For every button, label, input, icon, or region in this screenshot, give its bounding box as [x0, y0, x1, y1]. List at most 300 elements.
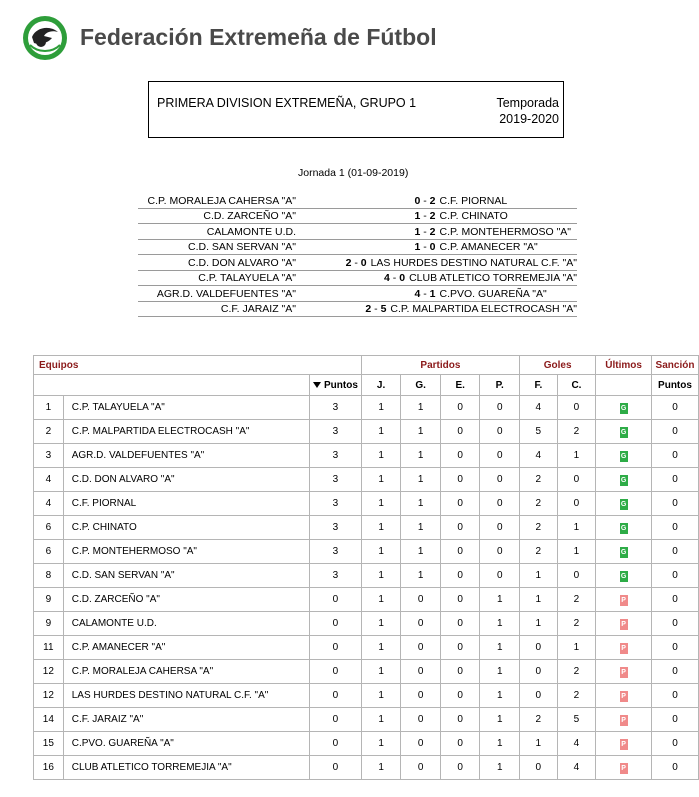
c-cell: 2 — [557, 588, 596, 612]
p-cell: 0 — [480, 420, 520, 444]
standings-row — [34, 468, 699, 492]
match-row[interactable] — [138, 255, 577, 271]
pts-cell: 0 — [310, 636, 362, 660]
e-cell: 0 — [440, 612, 480, 636]
ultimos-header-blank — [596, 375, 652, 396]
match-center — [298, 287, 577, 301]
c-cell: 1 — [557, 636, 596, 660]
p-cell: 0 — [480, 540, 520, 564]
match-home-team[interactable]: CALAMONTE U.D. — [206, 225, 296, 238]
sancion-cell: 0 — [652, 756, 699, 780]
j-header: J. — [361, 375, 401, 396]
c-cell: 0 — [557, 396, 596, 420]
j-cell: 1 — [361, 516, 401, 540]
c-cell: 2 — [557, 420, 596, 444]
e-header: E. — [440, 375, 480, 396]
away-goals: 5 — [380, 303, 387, 315]
puntos-header-label: Puntos — [324, 379, 358, 391]
position-cell: 6 — [34, 540, 64, 564]
f-cell: 1 — [520, 564, 558, 588]
last-results-cell — [596, 732, 652, 756]
f-cell: 1 — [520, 732, 558, 756]
match-row[interactable] — [138, 193, 577, 209]
pts-cell: 0 — [310, 756, 362, 780]
last-results-cell — [596, 684, 652, 708]
match-row[interactable] — [138, 271, 577, 287]
away-goals: 0 — [360, 256, 367, 269]
team-name-cell[interactable]: C.D. DON ALVARO "A" — [63, 468, 309, 492]
home-goals: 2 — [365, 303, 372, 315]
season-value: 2019-2020 — [499, 112, 559, 126]
j-cell: 1 — [361, 660, 401, 684]
p-cell: 1 — [480, 636, 520, 660]
c-cell: 2 — [557, 612, 596, 636]
p-cell: 0 — [480, 492, 520, 516]
pts-cell: 3 — [310, 420, 362, 444]
g-cell: 0 — [401, 684, 441, 708]
score-dash: - — [420, 210, 430, 222]
f-cell: 2 — [520, 468, 558, 492]
equipos-group-header: Equipos — [34, 356, 362, 375]
last-results-cell — [596, 516, 652, 540]
f-cell: 1 — [520, 612, 558, 636]
j-cell: 1 — [361, 588, 401, 612]
result-loss-badge[interactable]: P — [621, 668, 626, 676]
sancion-cell: 0 — [652, 564, 699, 588]
c-cell: 0 — [557, 492, 596, 516]
position-cell: 15 — [34, 732, 64, 756]
e-cell: 0 — [440, 756, 480, 780]
match-score[interactable] — [298, 209, 440, 223]
g-cell: 1 — [401, 444, 441, 468]
c-cell: 1 — [557, 516, 596, 540]
position-cell: 4 — [34, 468, 64, 492]
sancion-cell: 0 — [652, 660, 699, 684]
away-goals: 1 — [429, 287, 436, 300]
p-cell: 1 — [480, 708, 520, 732]
federation-logo[interactable] — [22, 15, 68, 61]
match-score[interactable] — [298, 225, 440, 239]
sancion-cell: 0 — [652, 492, 699, 516]
home-goals: 0 — [414, 194, 421, 207]
f-cell: 2 — [520, 540, 558, 564]
g-cell: 0 — [401, 708, 441, 732]
match-center — [298, 271, 577, 285]
f-header: F. — [520, 375, 558, 396]
position-cell: 1 — [34, 396, 64, 420]
home-goals: 1 — [414, 225, 421, 238]
position-cell: 12 — [34, 684, 64, 708]
f-cell: 2 — [520, 492, 558, 516]
away-goals: 2 — [429, 194, 436, 207]
pts-cell: 3 — [310, 444, 362, 468]
standings-row — [34, 540, 699, 564]
sort-puntos-header[interactable] — [310, 375, 362, 396]
match-home-team[interactable]: C.P. TALAYUELA "A" — [198, 272, 296, 284]
last-results-cell — [596, 636, 652, 660]
match-home-team[interactable]: C.D. DON ALVARO "A" — [187, 256, 296, 269]
result-loss-badge[interactable]: P — [621, 764, 626, 772]
e-cell: 0 — [440, 396, 480, 420]
match-center — [298, 240, 577, 254]
last-results-cell — [596, 588, 652, 612]
match-center — [298, 225, 577, 239]
match-row[interactable] — [138, 302, 577, 318]
pts-cell: 0 — [310, 708, 362, 732]
p-cell: 1 — [480, 756, 520, 780]
team-name-cell[interactable]: CALAMONTE U.D. — [63, 612, 309, 636]
sancion-cell: 0 — [652, 444, 699, 468]
result-win-badge[interactable]: G — [620, 452, 627, 460]
match-home-team[interactable]: C.F. JARAIZ "A" — [220, 303, 296, 315]
match-away-team[interactable]: C.P. MALPARTIDA ELECTROCASH "A" — [390, 303, 577, 315]
result-win-badge[interactable]: G — [620, 572, 627, 580]
f-cell: 1 — [520, 588, 558, 612]
position-cell: 4 — [34, 492, 64, 516]
standings-row — [34, 708, 699, 732]
standings-row — [34, 492, 699, 516]
f-cell: 0 — [520, 756, 558, 780]
j-cell: 1 — [361, 636, 401, 660]
result-loss-badge[interactable]: P — [621, 596, 626, 604]
g-cell: 0 — [401, 756, 441, 780]
e-cell: 0 — [440, 732, 480, 756]
pts-cell: 0 — [310, 588, 362, 612]
g-cell: 0 — [401, 732, 441, 756]
g-cell: 0 — [401, 660, 441, 684]
competition-box — [148, 81, 564, 138]
standings-row — [34, 756, 699, 780]
standings-table — [33, 355, 699, 780]
e-cell: 0 — [440, 420, 480, 444]
match-center — [298, 194, 577, 208]
f-cell: 2 — [520, 708, 558, 732]
match-away-team[interactable]: C.P. MONTEHERMOSO "A" — [439, 225, 572, 238]
e-cell: 0 — [440, 492, 480, 516]
p-cell: 1 — [480, 588, 520, 612]
g-cell: 1 — [401, 540, 441, 564]
f-cell: 4 — [520, 444, 558, 468]
match-score[interactable] — [298, 287, 440, 301]
team-name-cell[interactable]: C.P. TALAYUELA "A" — [63, 396, 309, 420]
sancion-cell: 0 — [652, 588, 699, 612]
away-goals: 0 — [429, 241, 436, 253]
result-loss-badge[interactable]: P — [621, 644, 626, 652]
e-cell: 0 — [440, 684, 480, 708]
match-score[interactable] — [298, 271, 409, 285]
result-loss-badge[interactable]: P — [621, 740, 626, 748]
pts-cell: 0 — [310, 684, 362, 708]
match-score[interactable] — [298, 240, 440, 254]
sancion-cell: 0 — [652, 396, 699, 420]
last-results-cell — [596, 540, 652, 564]
team-name-cell[interactable]: CLUB ATLETICO TORREMEJIA "A" — [63, 756, 309, 780]
p-cell: 0 — [480, 468, 520, 492]
pts-cell: 3 — [310, 516, 362, 540]
team-name-cell[interactable]: C.PVO. GUAREÑA "A" — [63, 732, 309, 756]
home-goals: 4 — [384, 272, 390, 284]
c-header: C. — [557, 375, 596, 396]
e-cell: 0 — [440, 444, 480, 468]
team-name-cell[interactable]: C.P. MALPARTIDA ELECTROCASH "A" — [63, 420, 309, 444]
last-results-cell — [596, 708, 652, 732]
g-cell: 0 — [401, 588, 441, 612]
match-row[interactable] — [138, 224, 577, 240]
e-cell: 0 — [440, 636, 480, 660]
f-cell: 0 — [520, 636, 558, 660]
j-cell: 1 — [361, 420, 401, 444]
pts-cell: 0 — [310, 612, 362, 636]
team-name-cell[interactable]: C.D. SAN SERVAN "A" — [63, 564, 309, 588]
team-name-cell[interactable]: C.P. CHINATO — [63, 516, 309, 540]
sancion-puntos-header: Puntos — [652, 375, 699, 396]
result-loss-badge[interactable]: P — [621, 620, 626, 628]
c-cell: 1 — [557, 540, 596, 564]
e-cell: 0 — [440, 660, 480, 684]
jornada-title: Jornada 1 (01-09-2019) — [298, 167, 409, 179]
result-win-badge[interactable]: G — [620, 548, 627, 556]
p-cell: 1 — [480, 660, 520, 684]
g-cell: 0 — [401, 612, 441, 636]
score-dash: - — [371, 303, 381, 315]
match-away-team[interactable]: C.P. CHINATO — [439, 210, 508, 222]
score-dash: - — [420, 194, 430, 207]
last-results-cell — [596, 492, 652, 516]
c-cell: 5 — [557, 708, 596, 732]
match-score[interactable] — [298, 302, 390, 316]
g-cell: 0 — [401, 636, 441, 660]
e-cell: 0 — [440, 708, 480, 732]
match-row[interactable] — [138, 286, 577, 302]
j-cell: 1 — [361, 708, 401, 732]
g-cell: 1 — [401, 516, 441, 540]
home-goals: 1 — [414, 210, 421, 222]
p-cell: 1 — [480, 732, 520, 756]
g-cell: 1 — [401, 492, 441, 516]
partidos-group-header: Partidos — [361, 356, 519, 375]
season-label: Temporada — [496, 96, 559, 110]
g-cell: 1 — [401, 468, 441, 492]
team-name-cell[interactable]: C.P. AMANECER "A" — [63, 636, 309, 660]
team-name-cell[interactable]: LAS HURDES DESTINO NATURAL C.F. "A" — [63, 684, 309, 708]
position-cell: 9 — [34, 612, 64, 636]
p-cell: 1 — [480, 684, 520, 708]
last-results-cell — [596, 396, 652, 420]
standings-row — [34, 612, 699, 636]
match-away-team[interactable]: C.P. AMANECER "A" — [439, 241, 538, 253]
match-center — [298, 209, 577, 223]
g-cell: 1 — [401, 564, 441, 588]
j-cell: 1 — [361, 468, 401, 492]
last-results-cell — [596, 468, 652, 492]
e-cell: 0 — [440, 588, 480, 612]
standings-row — [34, 684, 699, 708]
away-goals: 0 — [399, 272, 406, 284]
p-cell: 0 — [480, 516, 520, 540]
sancion-cell: 0 — [652, 636, 699, 660]
position-cell: 14 — [34, 708, 64, 732]
match-away-team[interactable]: LAS HURDES DESTINO NATURAL C.F. "A" — [370, 256, 577, 269]
position-cell: 2 — [34, 420, 64, 444]
standings-row — [34, 660, 699, 684]
p-cell: 1 — [480, 612, 520, 636]
sort-down-icon — [313, 382, 321, 388]
team-name-cell[interactable]: C.F. JARAIZ "A" — [63, 708, 309, 732]
sancion-cell: 0 — [652, 708, 699, 732]
team-name-cell[interactable]: C.P. MORALEJA CAHERSA "A" — [63, 660, 309, 684]
standings-row — [34, 516, 699, 540]
match-away-team[interactable]: CLUB ATLETICO TORREMEJIA "A" — [409, 272, 577, 284]
match-list — [138, 193, 577, 317]
match-center — [298, 302, 577, 316]
p-header: P. — [480, 375, 520, 396]
team-name-cell[interactable]: C.P. MONTEHERMOSO "A" — [63, 540, 309, 564]
pts-cell: 3 — [310, 492, 362, 516]
last-results-cell — [596, 444, 652, 468]
pts-cell: 3 — [310, 468, 362, 492]
position-cell: 16 — [34, 756, 64, 780]
j-cell: 1 — [361, 612, 401, 636]
f-cell: 0 — [520, 660, 558, 684]
e-cell: 0 — [440, 516, 480, 540]
position-cell: 12 — [34, 660, 64, 684]
sancion-cell: 0 — [652, 468, 699, 492]
standings-row — [34, 588, 699, 612]
score-dash: - — [420, 241, 430, 253]
match-score[interactable] — [298, 194, 440, 208]
pts-cell: 0 — [310, 732, 362, 756]
position-cell: 8 — [34, 564, 64, 588]
j-cell: 1 — [361, 540, 401, 564]
g-cell: 1 — [401, 420, 441, 444]
position-cell: 9 — [34, 588, 64, 612]
competition-name: PRIMERA DIVISION EXTREMEÑA, GRUPO 1 — [157, 96, 417, 110]
away-goals: 2 — [429, 225, 436, 238]
match-score[interactable] — [298, 256, 371, 270]
c-cell: 2 — [557, 660, 596, 684]
away-goals: 2 — [429, 210, 436, 222]
match-home-team[interactable]: C.D. ZARCEÑO "A" — [203, 210, 296, 222]
team-name-cell[interactable]: C.F. PIORNAL — [63, 492, 309, 516]
p-cell: 0 — [480, 564, 520, 588]
g-header: G. — [401, 375, 441, 396]
f-cell: 4 — [520, 396, 558, 420]
home-goals: 1 — [414, 241, 421, 253]
result-loss-badge[interactable]: P — [621, 692, 626, 700]
c-cell: 1 — [557, 444, 596, 468]
pts-cell: 3 — [310, 540, 362, 564]
pts-cell: 0 — [310, 660, 362, 684]
result-win-badge[interactable]: G — [620, 476, 627, 484]
position-cell: 3 — [34, 444, 64, 468]
c-cell: 0 — [557, 468, 596, 492]
blank-header — [34, 375, 64, 396]
j-cell: 1 — [361, 732, 401, 756]
f-cell: 5 — [520, 420, 558, 444]
j-cell: 1 — [361, 756, 401, 780]
score-dash: - — [420, 225, 430, 238]
score-dash: - — [351, 256, 361, 269]
e-cell: 0 — [440, 468, 480, 492]
match-away-team[interactable]: C.F. PIORNAL — [439, 194, 508, 207]
home-goals: 4 — [414, 287, 421, 300]
match-home-team[interactable]: AGR.D. VALDEFUENTES "A" — [156, 287, 296, 300]
result-win-badge[interactable]: G — [620, 524, 627, 532]
c-cell: 0 — [557, 564, 596, 588]
match-home-team[interactable]: C.D. SAN SERVAN "A" — [187, 241, 296, 253]
standings-row — [34, 732, 699, 756]
f-cell: 0 — [520, 684, 558, 708]
j-cell: 1 — [361, 492, 401, 516]
p-cell: 0 — [480, 396, 520, 420]
sancion-cell: 0 — [652, 540, 699, 564]
sancion-cell: 0 — [652, 732, 699, 756]
j-cell: 1 — [361, 396, 401, 420]
match-away-team[interactable]: C.PVO. GUAREÑA "A" — [439, 287, 547, 300]
g-cell: 1 — [401, 396, 441, 420]
j-cell: 1 — [361, 684, 401, 708]
e-cell: 0 — [440, 564, 480, 588]
ultimos-group-header: Últimos — [596, 356, 652, 375]
sancion-cell: 0 — [652, 612, 699, 636]
sancion-group-header: Sanción — [652, 356, 699, 375]
position-cell: 11 — [34, 636, 64, 660]
c-cell: 4 — [557, 732, 596, 756]
sancion-cell: 0 — [652, 516, 699, 540]
result-win-badge[interactable]: G — [620, 500, 627, 508]
c-cell: 2 — [557, 684, 596, 708]
home-goals: 2 — [345, 256, 352, 269]
score-dash: - — [389, 272, 400, 284]
position-cell: 6 — [34, 516, 64, 540]
match-row[interactable] — [138, 209, 577, 225]
last-results-cell — [596, 564, 652, 588]
score-dash: - — [420, 287, 430, 300]
match-home-team[interactable]: C.P. MORALEJA CAHERSA "A" — [147, 194, 296, 207]
blank-header — [63, 375, 309, 396]
p-cell: 0 — [480, 444, 520, 468]
j-cell: 1 — [361, 564, 401, 588]
standings-row — [34, 396, 699, 420]
team-name-cell[interactable]: AGR.D. VALDEFUENTES "A" — [63, 444, 309, 468]
standings-row — [34, 636, 699, 660]
result-win-badge[interactable]: G — [620, 428, 627, 436]
sancion-cell: 0 — [652, 684, 699, 708]
c-cell: 4 — [557, 756, 596, 780]
result-win-badge[interactable]: G — [620, 404, 627, 412]
pts-cell: 3 — [310, 396, 362, 420]
team-name-cell[interactable]: C.D. ZARCEÑO "A" — [63, 588, 309, 612]
j-cell: 1 — [361, 444, 401, 468]
season-block — [496, 95, 559, 127]
result-loss-badge[interactable]: P — [621, 716, 626, 724]
goles-group-header: Goles — [520, 356, 596, 375]
f-cell: 2 — [520, 516, 558, 540]
last-results-cell — [596, 612, 652, 636]
match-center — [298, 256, 577, 270]
standings-row — [34, 444, 699, 468]
standings-row — [34, 420, 699, 444]
sancion-cell: 0 — [652, 420, 699, 444]
federation-title: Federación Extremeña de Fútbol — [80, 24, 437, 50]
last-results-cell — [596, 660, 652, 684]
standings-row — [34, 564, 699, 588]
e-cell: 0 — [440, 540, 480, 564]
pts-cell: 3 — [310, 564, 362, 588]
last-results-cell — [596, 420, 652, 444]
match-row[interactable] — [138, 240, 577, 256]
last-results-cell — [596, 756, 652, 780]
